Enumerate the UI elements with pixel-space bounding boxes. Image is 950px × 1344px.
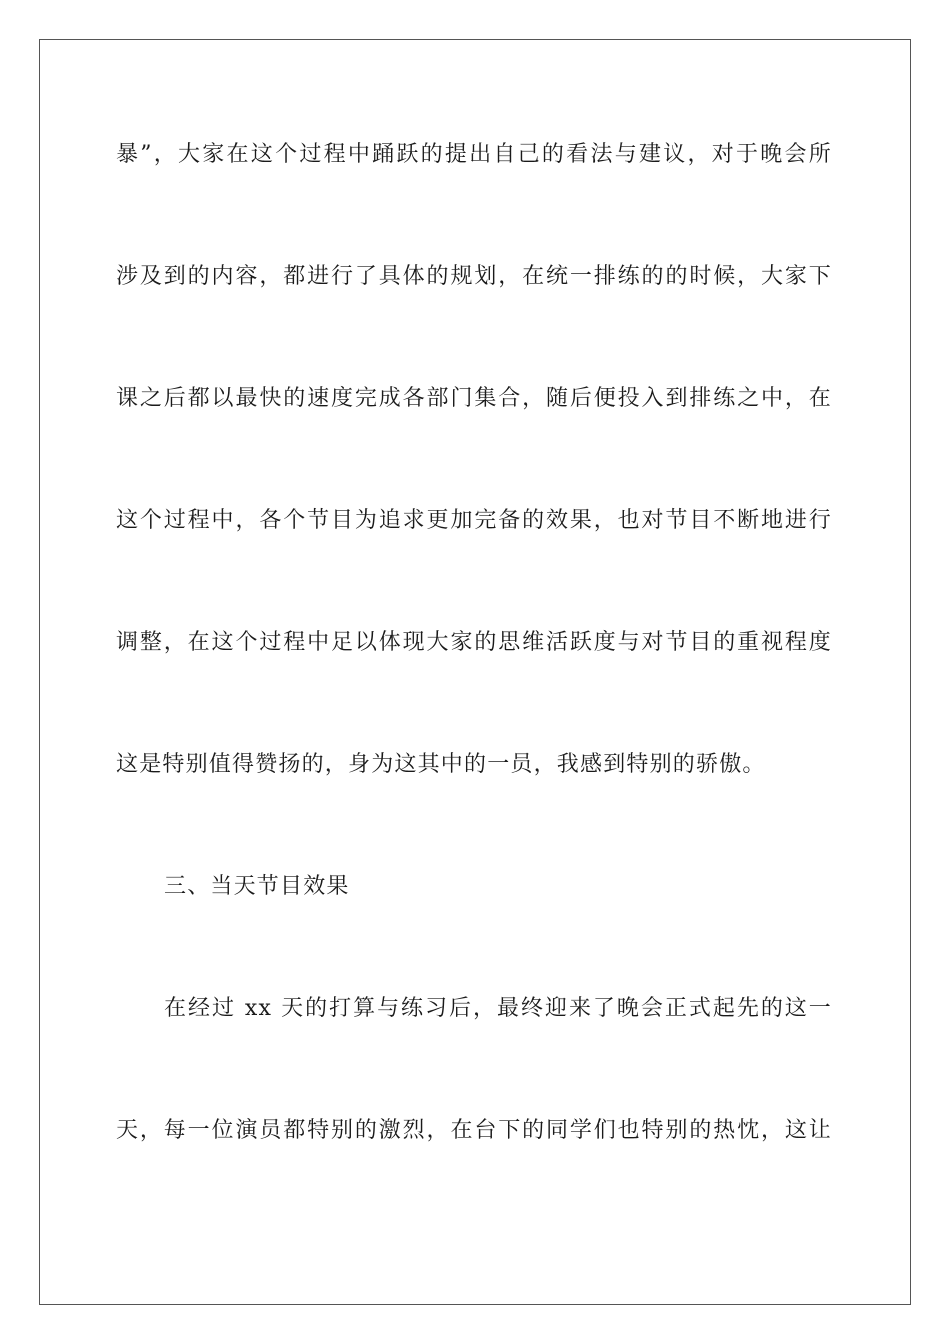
paragraph-2-line-2: 天，每一位演员都特别的激烈，在台下的同学们也特别的热忱，这让 bbox=[116, 1118, 832, 1143]
body-text-line-6: 这是特别值得赞扬的，身为这其中的一员，我感到特别的骄傲。 bbox=[116, 752, 766, 777]
section-heading: 三、当天节目效果 bbox=[164, 874, 350, 899]
body-text-line-2: 涉及到的内容，都进行了具体的规划，在统一排练的的时候，大家下 bbox=[116, 264, 832, 289]
paragraph-2-line-1: 在经过 xx 天的打算与练习后，最终迎来了晚会正式起先的这一 bbox=[164, 996, 832, 1021]
body-text-line-1: 暴”，大家在这个过程中踊跃的提出自己的看法与建议，对于晚会所 bbox=[116, 142, 832, 167]
body-text-line-5: 调整，在这个过程中足以体现大家的思维活跃度与对节目的重视程度 bbox=[116, 630, 832, 655]
body-text-line-3: 课之后都以最快的速度完成各部门集合，随后便投入到排练之中，在 bbox=[116, 386, 832, 411]
body-text-line-4: 这个过程中，各个节目为追求更加完备的效果，也对节目不断地进行 bbox=[116, 508, 832, 533]
